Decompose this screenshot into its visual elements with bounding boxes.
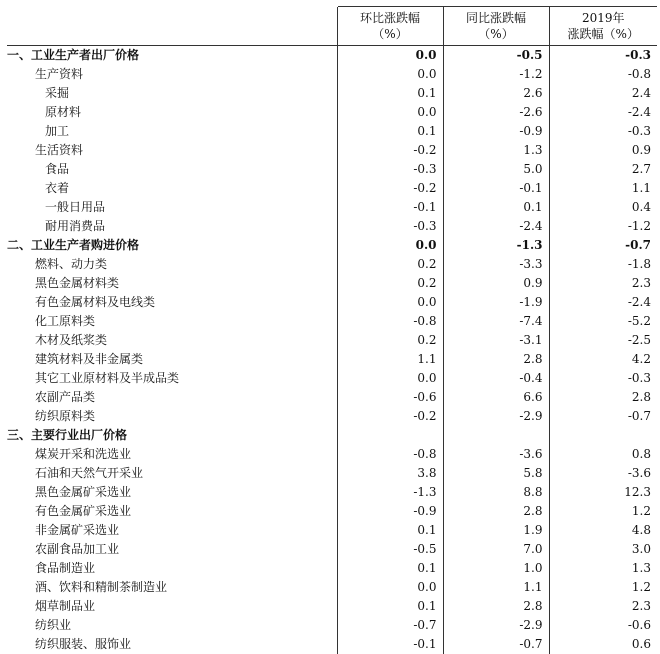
yoy-value: -0.5 bbox=[443, 46, 549, 66]
ytd-value: 1.3 bbox=[549, 559, 657, 578]
row-label: 非金属矿采选业 bbox=[7, 521, 337, 540]
ytd-value bbox=[549, 426, 657, 445]
table-row bbox=[7, 616, 657, 635]
yoy-value: -0.9 bbox=[443, 122, 549, 141]
ytd-value: -0.7 bbox=[549, 236, 657, 255]
yoy-value: 2.6 bbox=[443, 84, 549, 103]
mom-value: 0.2 bbox=[337, 255, 443, 274]
row-label: 采掘 bbox=[7, 84, 337, 103]
header-yoy bbox=[443, 7, 549, 46]
header-ytd-line1: 2019年 bbox=[550, 10, 658, 26]
table-row bbox=[7, 84, 657, 103]
mom-value: 0.0 bbox=[337, 46, 443, 66]
row-label: 纺织业 bbox=[7, 616, 337, 635]
table-row bbox=[7, 597, 657, 616]
ytd-value: 1.2 bbox=[549, 578, 657, 597]
header-mom-line1: 环比涨跌幅 bbox=[338, 10, 443, 26]
ytd-value: -1.2 bbox=[549, 217, 657, 236]
mom-value: -1.3 bbox=[337, 483, 443, 502]
row-label: 食品 bbox=[7, 160, 337, 179]
row-label: 耐用消费品 bbox=[7, 217, 337, 236]
row-label: 酒、饮料和精制茶制造业 bbox=[7, 578, 337, 597]
ytd-value: -5.2 bbox=[549, 312, 657, 331]
yoy-value: 6.6 bbox=[443, 388, 549, 407]
header-category bbox=[7, 7, 337, 46]
mom-value: -0.7 bbox=[337, 616, 443, 635]
header-mom bbox=[337, 7, 443, 46]
yoy-value: 5.8 bbox=[443, 464, 549, 483]
ytd-value: -1.8 bbox=[549, 255, 657, 274]
yoy-value: 1.0 bbox=[443, 559, 549, 578]
yoy-value: -1.2 bbox=[443, 65, 549, 84]
ytd-value: 2.3 bbox=[549, 274, 657, 293]
table-row bbox=[7, 578, 657, 597]
ytd-value: -2.5 bbox=[549, 331, 657, 350]
header-ytd bbox=[549, 7, 657, 46]
row-label: 加工 bbox=[7, 122, 337, 141]
table-row bbox=[7, 559, 657, 578]
table-row bbox=[7, 274, 657, 293]
row-label: 有色金属材料及电线类 bbox=[7, 293, 337, 312]
yoy-value: -2.9 bbox=[443, 616, 549, 635]
table-row bbox=[7, 540, 657, 559]
section-row bbox=[7, 236, 657, 255]
ytd-value: 3.0 bbox=[549, 540, 657, 559]
mom-value: 0.2 bbox=[337, 274, 443, 293]
header-mom-line2: （%） bbox=[338, 26, 443, 42]
yoy-value: -0.1 bbox=[443, 179, 549, 198]
table-row bbox=[7, 312, 657, 331]
mom-value: -0.2 bbox=[337, 141, 443, 160]
mom-value: 3.8 bbox=[337, 464, 443, 483]
table-row bbox=[7, 179, 657, 198]
yoy-value: -1.3 bbox=[443, 236, 549, 255]
mom-value: -0.1 bbox=[337, 198, 443, 217]
section-row bbox=[7, 426, 657, 445]
ytd-value: 4.8 bbox=[549, 521, 657, 540]
table-row bbox=[7, 369, 657, 388]
row-label: 化工原料类 bbox=[7, 312, 337, 331]
ytd-value: -0.8 bbox=[549, 65, 657, 84]
ytd-value: 2.4 bbox=[549, 84, 657, 103]
header-ytd-line2: 涨跌幅（%） bbox=[550, 26, 658, 42]
table-row bbox=[7, 464, 657, 483]
mom-value bbox=[337, 426, 443, 445]
row-label: 燃料、动力类 bbox=[7, 255, 337, 274]
yoy-value: -3.3 bbox=[443, 255, 549, 274]
table-row bbox=[7, 407, 657, 426]
yoy-value: -7.4 bbox=[443, 312, 549, 331]
ytd-value: -0.6 bbox=[549, 616, 657, 635]
yoy-value: -2.4 bbox=[443, 217, 549, 236]
yoy-value: -3.6 bbox=[443, 445, 549, 464]
ytd-value: 2.8 bbox=[549, 388, 657, 407]
yoy-value: 1.9 bbox=[443, 521, 549, 540]
yoy-value: 2.8 bbox=[443, 597, 549, 616]
mom-value: 0.0 bbox=[337, 578, 443, 597]
table-row bbox=[7, 255, 657, 274]
mom-value: -0.3 bbox=[337, 160, 443, 179]
section-title: 二、工业生产者购进价格 bbox=[7, 236, 337, 255]
row-label: 农副食品加工业 bbox=[7, 540, 337, 559]
row-label: 食品制造业 bbox=[7, 559, 337, 578]
mom-value: 0.0 bbox=[337, 65, 443, 84]
ytd-value: 0.8 bbox=[549, 445, 657, 464]
row-label: 农副产品类 bbox=[7, 388, 337, 407]
yoy-value: -0.7 bbox=[443, 635, 549, 654]
ytd-value: -2.4 bbox=[549, 293, 657, 312]
ytd-value: 4.2 bbox=[549, 350, 657, 369]
table-row bbox=[7, 122, 657, 141]
ytd-value: 2.7 bbox=[549, 160, 657, 179]
mom-value: 0.0 bbox=[337, 236, 443, 255]
mom-value: 0.0 bbox=[337, 103, 443, 122]
yoy-value: 0.9 bbox=[443, 274, 549, 293]
header-yoy-line2: （%） bbox=[444, 26, 549, 42]
yoy-value: 8.8 bbox=[443, 483, 549, 502]
yoy-value: 2.8 bbox=[443, 350, 549, 369]
mom-value: 0.0 bbox=[337, 293, 443, 312]
yoy-value: -1.9 bbox=[443, 293, 549, 312]
yoy-value: -2.6 bbox=[443, 103, 549, 122]
mom-value: -0.6 bbox=[337, 388, 443, 407]
yoy-value bbox=[443, 426, 549, 445]
row-label: 其它工业原材料及半成品类 bbox=[7, 369, 337, 388]
yoy-value: 1.1 bbox=[443, 578, 549, 597]
price-index-table bbox=[7, 6, 657, 654]
table-row bbox=[7, 217, 657, 236]
table-row bbox=[7, 635, 657, 654]
ytd-value: 0.4 bbox=[549, 198, 657, 217]
mom-value: 1.1 bbox=[337, 350, 443, 369]
mom-value: -0.2 bbox=[337, 179, 443, 198]
ytd-value: -0.3 bbox=[549, 46, 657, 66]
row-label: 衣着 bbox=[7, 179, 337, 198]
mom-value: 0.1 bbox=[337, 122, 443, 141]
ytd-value: -3.6 bbox=[549, 464, 657, 483]
yoy-value: 5.0 bbox=[443, 160, 549, 179]
mom-value: 0.0 bbox=[337, 369, 443, 388]
table-row bbox=[7, 521, 657, 540]
row-label: 生活资料 bbox=[7, 141, 337, 160]
row-label: 生产资料 bbox=[7, 65, 337, 84]
table-row bbox=[7, 388, 657, 407]
ytd-value: -2.4 bbox=[549, 103, 657, 122]
table-row bbox=[7, 198, 657, 217]
ytd-value: 1.1 bbox=[549, 179, 657, 198]
row-label: 建筑材料及非金属类 bbox=[7, 350, 337, 369]
ytd-value: 1.2 bbox=[549, 502, 657, 521]
table-row bbox=[7, 445, 657, 464]
row-label: 一般日用品 bbox=[7, 198, 337, 217]
row-label: 纺织服装、服饰业 bbox=[7, 635, 337, 654]
table-row bbox=[7, 483, 657, 502]
table-body bbox=[7, 46, 657, 654]
table-row bbox=[7, 141, 657, 160]
mom-value: -0.5 bbox=[337, 540, 443, 559]
mom-value: 0.1 bbox=[337, 521, 443, 540]
mom-value: 0.1 bbox=[337, 597, 443, 616]
yoy-value: 0.1 bbox=[443, 198, 549, 217]
row-label: 黑色金属矿采选业 bbox=[7, 483, 337, 502]
row-label: 煤炭开采和洗选业 bbox=[7, 445, 337, 464]
section-title: 一、工业生产者出厂价格 bbox=[7, 46, 337, 66]
row-label: 有色金属矿采选业 bbox=[7, 502, 337, 521]
mom-value: 0.2 bbox=[337, 331, 443, 350]
yoy-value: 2.8 bbox=[443, 502, 549, 521]
table-row bbox=[7, 350, 657, 369]
table-row bbox=[7, 160, 657, 179]
ytd-value: 2.3 bbox=[549, 597, 657, 616]
ytd-value: 12.3 bbox=[549, 483, 657, 502]
table-header bbox=[7, 7, 657, 46]
row-label: 纺织原料类 bbox=[7, 407, 337, 426]
yoy-value: -0.4 bbox=[443, 369, 549, 388]
header-yoy-line1: 同比涨跌幅 bbox=[444, 10, 549, 26]
table-row bbox=[7, 293, 657, 312]
row-label: 原材料 bbox=[7, 103, 337, 122]
ytd-value: -0.3 bbox=[549, 369, 657, 388]
row-label: 黑色金属材料类 bbox=[7, 274, 337, 293]
ytd-value: -0.7 bbox=[549, 407, 657, 426]
ytd-value: 0.9 bbox=[549, 141, 657, 160]
yoy-value: 1.3 bbox=[443, 141, 549, 160]
row-label: 木材及纸浆类 bbox=[7, 331, 337, 350]
yoy-value: -2.9 bbox=[443, 407, 549, 426]
ytd-value: 0.6 bbox=[549, 635, 657, 654]
mom-value: -0.8 bbox=[337, 445, 443, 464]
row-label: 烟草制品业 bbox=[7, 597, 337, 616]
yoy-value: -3.1 bbox=[443, 331, 549, 350]
table-row bbox=[7, 103, 657, 122]
mom-value: -0.9 bbox=[337, 502, 443, 521]
mom-value: -0.2 bbox=[337, 407, 443, 426]
mom-value: 0.1 bbox=[337, 559, 443, 578]
mom-value: -0.8 bbox=[337, 312, 443, 331]
yoy-value: 7.0 bbox=[443, 540, 549, 559]
mom-value: -0.3 bbox=[337, 217, 443, 236]
mom-value: -0.1 bbox=[337, 635, 443, 654]
section-row bbox=[7, 46, 657, 66]
table-row bbox=[7, 65, 657, 84]
table-row bbox=[7, 331, 657, 350]
ytd-value: -0.3 bbox=[549, 122, 657, 141]
table-row bbox=[7, 502, 657, 521]
row-label: 石油和天然气开采业 bbox=[7, 464, 337, 483]
section-title: 三、主要行业出厂价格 bbox=[7, 426, 337, 445]
mom-value: 0.1 bbox=[337, 84, 443, 103]
